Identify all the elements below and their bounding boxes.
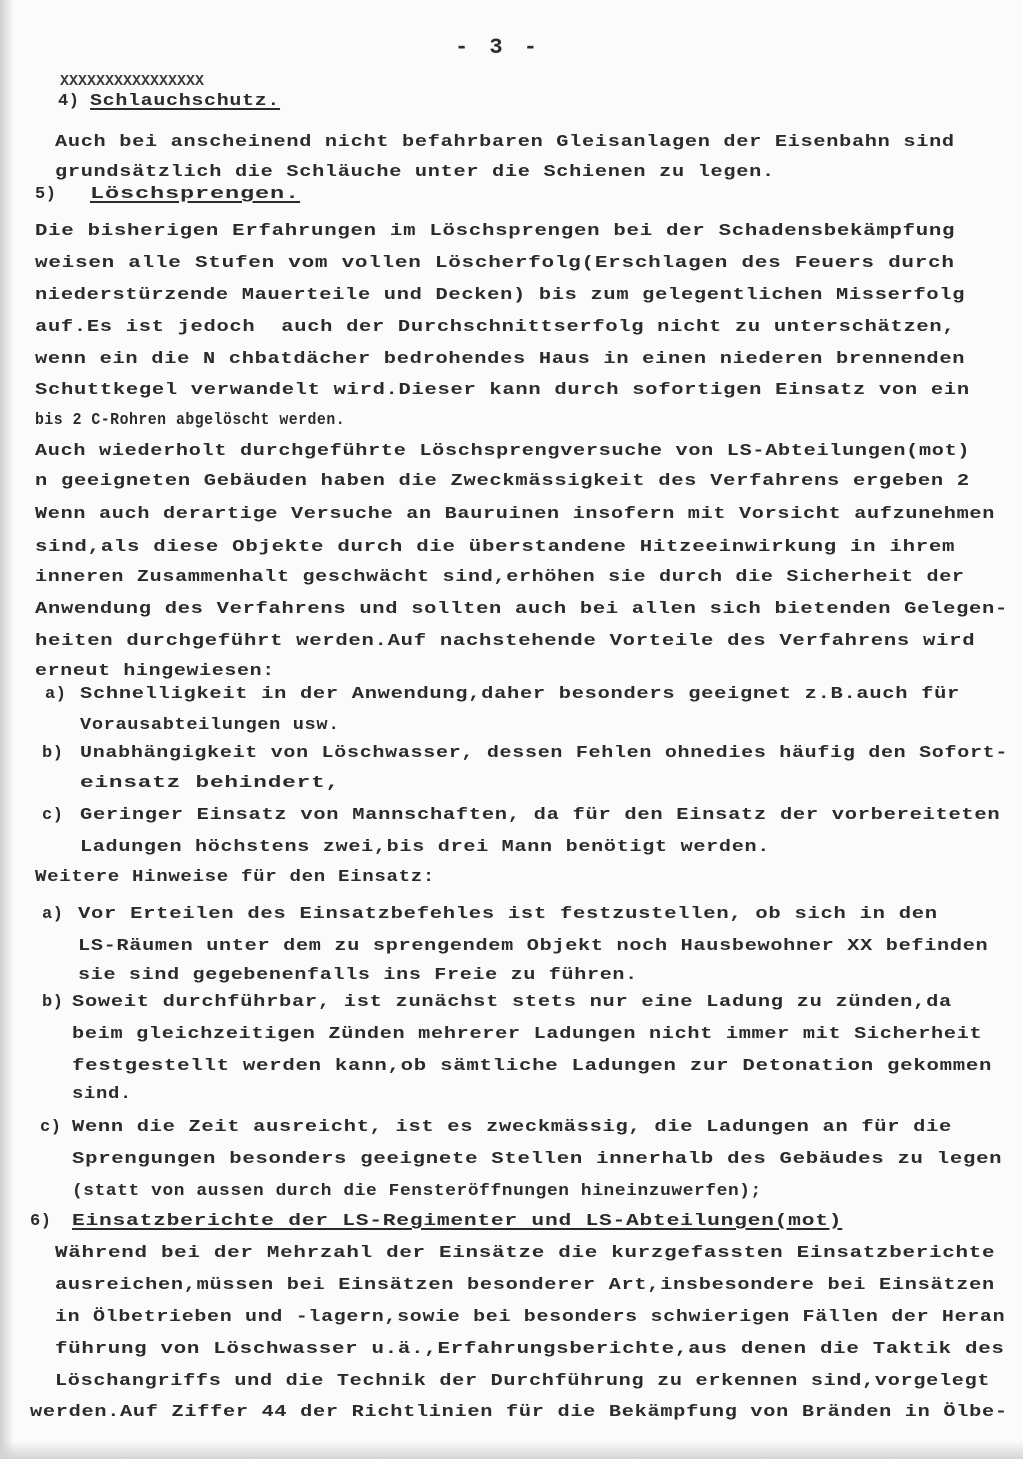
text-line: Weitere Hinweise für den Einsatz: <box>35 868 435 887</box>
text-line: beim gleichzeitigen Zünden mehrerer Ladungen nicht immer mit Sicherheit <box>72 1025 983 1044</box>
item-number: b) <box>42 993 64 1012</box>
text-line: auf.Es ist jedoch auch der Durchschnittserfolg nicht zu unterschätzen, <box>35 318 956 337</box>
text-line: Auch bei anscheinend nicht befahrbaren Gleisanlagen der Eisenbahn sind <box>55 133 955 152</box>
text-line: führung von Löschwasser u.ä.,Erfahrungsberichte,aus denen die Taktik des <box>55 1340 1005 1359</box>
item-number: 6) <box>30 1212 52 1231</box>
item-number: a) <box>45 685 67 704</box>
text-line: n geeigneten Gebäuden haben die Zweckmässigkeit des Verfahrens ergeben 2 <box>35 472 970 491</box>
text-line: Anwendung des Verfahrens und sollten auch bei allen sich bietenden Gelegen- <box>35 600 1008 619</box>
text-line: Wenn die Zeit ausreicht, ist es zweckmässig, die Ladungen an für die <box>72 1118 952 1137</box>
text-line: LS-Räumen unter dem zu sprengendem Objekt noch Hausbewohner XX befinden <box>78 937 989 956</box>
text-line: festgestellt werden kann,ob sämtliche Ladungen zur Detonation gekommen <box>72 1057 993 1076</box>
text-line: Auch wiederholt durchgeführte Löschsprengversuche von LS-Abteilungen(mot) <box>35 442 971 461</box>
text-line: Die bisherigen Erfahrungen im Löschsprengen bei der Schadensbekämpfung <box>35 222 956 241</box>
text-line: grundsätzlich die Schläuche unter die Schienen zu legen. <box>55 163 775 182</box>
text-line: inneren Zusammenhalt geschwächt sind,erhöhen sie durch die Sicherheit der <box>35 568 965 587</box>
text-line: sie sind gegebenenfalls ins Freie zu führen. <box>78 966 638 985</box>
text-line: ausreichen,müssen bei Einsätzen besonderer Art,insbesondere bei Einsätzen <box>55 1276 995 1295</box>
text-line: erneut hingewiesen: <box>35 662 275 681</box>
section-heading: Einsatzberichte der LS-Regimenter und LS-Abteilungen(mot) <box>72 1212 843 1231</box>
text-line: Löschangriffs und die Technik der Durchführung zu erkennen sind,vorgelegt <box>55 1372 991 1391</box>
text-line: in Ölbetrieben und -lagern,sowie bei besonders schwierigen Fällen der Heran <box>55 1308 1006 1327</box>
text-line: heiten durchgeführt werden.Auf nachstehende Vorteile des Verfahrens wird <box>35 632 976 651</box>
text-line: Soweit durchführbar, ist zunächst stets nur eine Ladung zu zünden,da <box>72 993 952 1012</box>
text-line: Unabhängigkeit von Löschwasser, dessen Fehlen ohnedies häufig den Sofort- <box>80 744 1009 763</box>
struck-out-header: XXXXXXXXXXXXXXXX <box>60 73 205 90</box>
text-line: weisen alle Stufen vom vollen Löscherfolg(Erschlagen des Feuers durch <box>35 254 955 273</box>
text-line: sind,als diese Objekte durch die überstandene Hitzeeinwirkung in ihrem <box>35 538 956 557</box>
item-number: 5) <box>35 185 57 204</box>
text-line: sind. <box>72 1085 133 1104</box>
text-line: Vorausabteilungen usw. <box>80 716 340 735</box>
text-line: Während bei der Mehrzahl der Einsätze die kurzgefassten Einsatzberichte <box>55 1244 996 1263</box>
text-line: Ladungen höchstens zwei,bis drei Mann benötigt werden. <box>80 838 771 857</box>
text-line: Schuttkegel verwandelt wird.Dieser kann durch sofortigen Einsatz von ein <box>35 381 970 400</box>
item-number: 4) <box>58 92 80 111</box>
item-number: c) <box>42 806 64 825</box>
text-line: einsatz behindert, <box>80 774 340 793</box>
item-number: b) <box>42 744 64 763</box>
item-number: c) <box>40 1118 62 1137</box>
section-heading: Löschsprengen. <box>90 185 301 204</box>
text-line: (statt von aussen durch die Fensteröffnungen hineinzuwerfen); <box>72 1182 762 1201</box>
text-line: Geringer Einsatz von Mannschaften, da für den Einsatz der vorbereiteten <box>80 806 1001 825</box>
section-heading: Schlauchschutz. <box>90 92 281 111</box>
page-number: - 3 - <box>455 35 542 60</box>
scan-shadow-left <box>0 0 14 1459</box>
text-line: bis 2 C-Rohren abgelöscht werden. <box>35 411 346 430</box>
text-line: Wenn auch derartige Versuche an Bauruinen insofern mit Vorsicht aufzunehmen <box>35 505 995 524</box>
text-line: Sprengungen besonders geeignete Stellen innerhalb des Gebäudes zu legen <box>72 1150 1003 1169</box>
text-line: werden.Auf Ziffer 44 der Richtlinien für die Bekämpfung von Bränden in Ölbe- <box>30 1403 1008 1422</box>
item-number: a) <box>42 905 64 924</box>
text-line: Schnelligkeit in der Anwendung,daher besonders geeignet z.B.auch für <box>80 685 960 704</box>
scan-shadow-bottom <box>0 1441 1023 1459</box>
text-line: Vor Erteilen des Einsatzbefehles ist festzustellen, ob sich in den <box>78 905 938 924</box>
text-line: wenn ein die N chbatdächer bedrohendes Haus in einen niederen brennenden <box>35 350 966 369</box>
text-line: niederstürzende Mauerteile und Decken) bis zum gelegentlichen Misserfolg <box>35 286 966 305</box>
